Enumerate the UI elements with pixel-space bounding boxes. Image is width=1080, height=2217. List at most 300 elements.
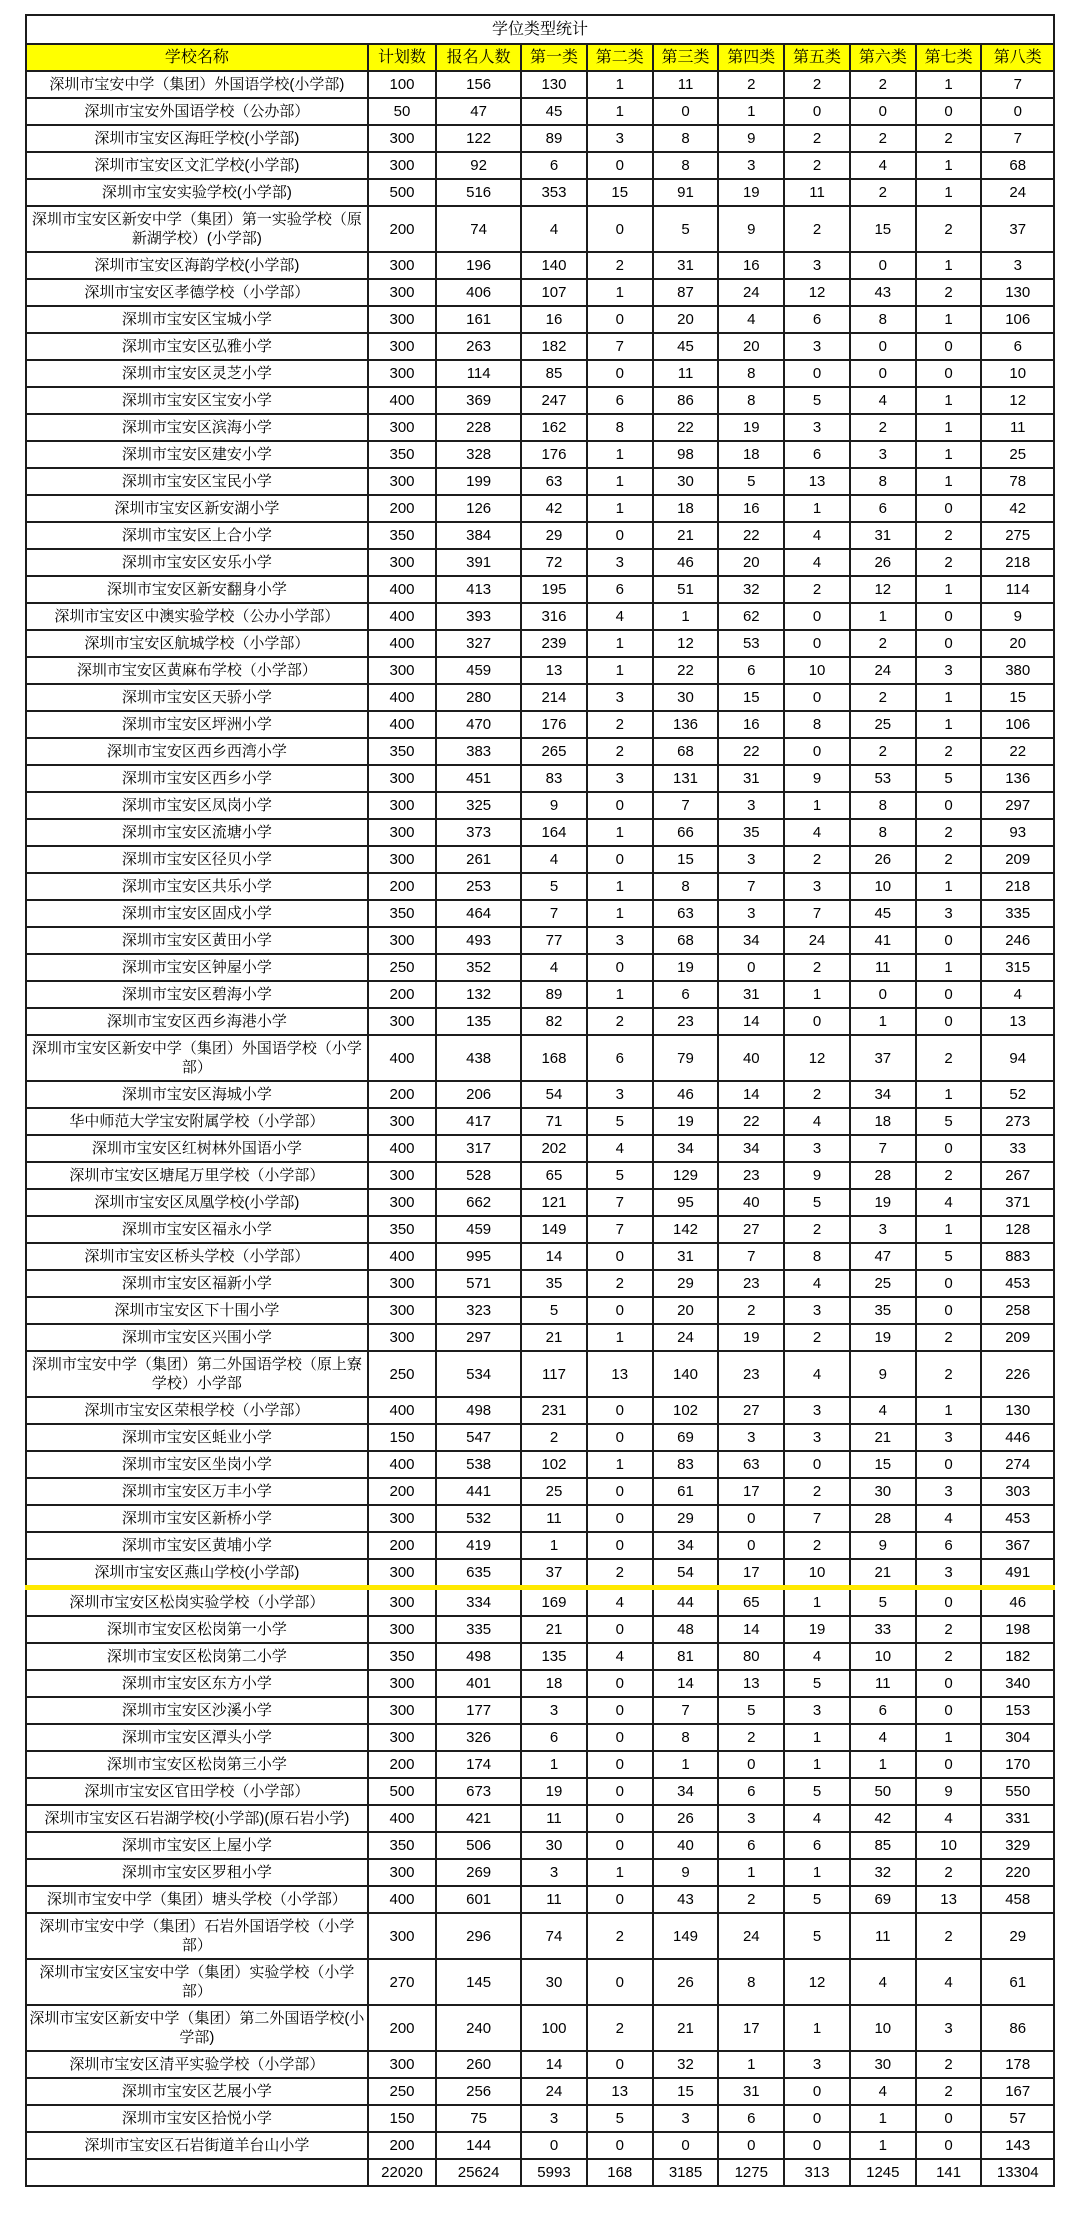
value-cell: 4 xyxy=(916,1189,982,1216)
table-row xyxy=(26,1135,1054,1162)
value-cell: 11 xyxy=(521,1505,587,1532)
value-cell: 23 xyxy=(718,1351,784,1397)
table-row xyxy=(26,333,1054,360)
value-cell: 153 xyxy=(981,1697,1054,1724)
value-cell: 150 xyxy=(368,2105,436,2132)
value-cell: 8 xyxy=(850,819,916,846)
value-cell: 145 xyxy=(436,1959,521,2005)
value-cell: 15 xyxy=(653,846,719,873)
table-row xyxy=(26,522,1054,549)
value-cell: 350 xyxy=(368,522,436,549)
value-cell: 300 xyxy=(368,1559,436,1588)
value-cell: 48 xyxy=(653,1616,719,1643)
value-cell: 2 xyxy=(784,1324,850,1351)
value-cell: 253 xyxy=(436,873,521,900)
value-cell: 1 xyxy=(587,98,653,125)
value-cell: 2 xyxy=(587,1559,653,1588)
value-cell: 107 xyxy=(521,279,587,306)
school-name-cell: 深圳市宝安区上屋小学 xyxy=(26,1832,368,1859)
value-cell: 459 xyxy=(436,1216,521,1243)
value-cell: 80 xyxy=(718,1643,784,1670)
value-cell: 0 xyxy=(587,846,653,873)
value-cell: 296 xyxy=(436,1913,521,1959)
value-cell: 2 xyxy=(850,125,916,152)
value-cell: 1 xyxy=(587,279,653,306)
value-cell: 61 xyxy=(653,1478,719,1505)
value-cell: 150 xyxy=(368,1424,436,1451)
value-cell: 15 xyxy=(850,1451,916,1478)
value-cell: 352 xyxy=(436,954,521,981)
value-cell: 0 xyxy=(784,2105,850,2132)
value-cell: 393 xyxy=(436,603,521,630)
value-cell: 0 xyxy=(587,1616,653,1643)
table-row xyxy=(26,1424,1054,1451)
school-name-cell: 深圳市宝安中学（集团）塘头学校（小学部） xyxy=(26,1886,368,1913)
value-cell: 6 xyxy=(718,1832,784,1859)
value-cell: 14 xyxy=(718,1081,784,1108)
value-cell: 0 xyxy=(587,1805,653,1832)
value-cell: 5 xyxy=(916,1243,982,1270)
value-cell: 62 xyxy=(718,603,784,630)
value-cell: 400 xyxy=(368,684,436,711)
value-cell: 31 xyxy=(718,765,784,792)
value-cell: 317 xyxy=(436,1135,521,1162)
value-cell: 22 xyxy=(653,657,719,684)
value-cell: 446 xyxy=(981,1424,1054,1451)
value-cell: 149 xyxy=(653,1913,719,1959)
table-row xyxy=(26,738,1054,765)
table-row xyxy=(26,1035,1054,1081)
table-row xyxy=(26,98,1054,125)
value-cell: 25 xyxy=(850,711,916,738)
value-cell: 30 xyxy=(850,1478,916,1505)
value-cell: 3 xyxy=(784,252,850,279)
value-cell: 2 xyxy=(916,1162,982,1189)
value-cell: 300 xyxy=(368,252,436,279)
value-cell: 5 xyxy=(850,1588,916,1617)
value-cell: 1 xyxy=(587,71,653,98)
school-name-cell: 深圳市宝安区松岗实验学校（小学部） xyxy=(26,1588,368,1617)
school-name-cell: 深圳市宝安区共乐小学 xyxy=(26,873,368,900)
value-cell: 421 xyxy=(436,1805,521,1832)
value-cell: 0 xyxy=(784,2132,850,2159)
value-cell: 2 xyxy=(521,1424,587,1451)
value-cell: 2 xyxy=(916,2051,982,2078)
total-value-cell: 313 xyxy=(784,2159,850,2186)
value-cell: 51 xyxy=(653,576,719,603)
table-row xyxy=(26,873,1054,900)
value-cell: 300 xyxy=(368,1162,436,1189)
value-cell: 300 xyxy=(368,306,436,333)
value-cell: 260 xyxy=(436,2051,521,2078)
value-cell: 2 xyxy=(916,1643,982,1670)
value-cell: 2 xyxy=(916,206,982,252)
total-value-cell: 22020 xyxy=(368,2159,436,2186)
value-cell: 1 xyxy=(850,2105,916,2132)
value-cell: 5 xyxy=(587,1162,653,1189)
value-cell: 0 xyxy=(587,1397,653,1424)
value-cell: 4 xyxy=(521,954,587,981)
school-name-cell: 深圳市宝安区弘雅小学 xyxy=(26,333,368,360)
value-cell: 498 xyxy=(436,1397,521,1424)
value-cell: 9 xyxy=(916,1778,982,1805)
table-row xyxy=(26,1832,1054,1859)
table-row xyxy=(26,71,1054,98)
value-cell: 0 xyxy=(784,1451,850,1478)
value-cell: 11 xyxy=(784,179,850,206)
value-cell: 297 xyxy=(436,1324,521,1351)
value-cell: 4 xyxy=(850,387,916,414)
value-cell: 5 xyxy=(587,2105,653,2132)
value-cell: 1 xyxy=(916,684,982,711)
value-cell: 401 xyxy=(436,1670,521,1697)
total-value-cell: 168 xyxy=(587,2159,653,2186)
value-cell: 0 xyxy=(916,1751,982,1778)
value-cell: 0 xyxy=(916,1135,982,1162)
table-row xyxy=(26,360,1054,387)
value-cell: 68 xyxy=(653,927,719,954)
value-cell: 24 xyxy=(981,179,1054,206)
value-cell: 9 xyxy=(718,125,784,152)
value-cell: 33 xyxy=(850,1616,916,1643)
value-cell: 300 xyxy=(368,1588,436,1617)
school-name-cell: 深圳市宝安区东方小学 xyxy=(26,1670,368,1697)
value-cell: 400 xyxy=(368,630,436,657)
value-cell: 1 xyxy=(718,98,784,125)
value-cell: 10 xyxy=(784,657,850,684)
value-cell: 1 xyxy=(916,1081,982,1108)
table-row xyxy=(26,1616,1054,1643)
value-cell: 300 xyxy=(368,1270,436,1297)
value-cell: 10 xyxy=(916,1832,982,1859)
value-cell: 30 xyxy=(521,1832,587,1859)
value-cell: 100 xyxy=(521,2005,587,2051)
value-cell: 8 xyxy=(718,387,784,414)
value-cell: 117 xyxy=(521,1351,587,1397)
value-cell: 0 xyxy=(784,98,850,125)
value-cell: 8 xyxy=(784,1243,850,1270)
title-row xyxy=(26,15,1054,44)
value-cell: 7 xyxy=(653,1697,719,1724)
value-cell: 400 xyxy=(368,1243,436,1270)
value-cell: 20 xyxy=(718,333,784,360)
value-cell: 0 xyxy=(587,360,653,387)
value-cell: 53 xyxy=(850,765,916,792)
value-cell: 11 xyxy=(850,1913,916,1959)
value-cell: 4 xyxy=(784,1643,850,1670)
value-cell: 142 xyxy=(653,1216,719,1243)
value-cell: 89 xyxy=(521,981,587,1008)
school-name-cell: 深圳市宝安区宝安中学（集团）实验学校（小学部） xyxy=(26,1959,368,2005)
table-row xyxy=(26,1959,1054,2005)
value-cell: 2 xyxy=(916,1859,982,1886)
value-cell: 57 xyxy=(981,2105,1054,2132)
table-row xyxy=(26,1697,1054,1724)
value-cell: 323 xyxy=(436,1297,521,1324)
table-row xyxy=(26,792,1054,819)
value-cell: 2 xyxy=(916,738,982,765)
value-cell: 4 xyxy=(981,981,1054,1008)
value-cell: 114 xyxy=(436,360,521,387)
value-cell: 2 xyxy=(916,1035,982,1081)
value-cell: 3 xyxy=(587,927,653,954)
table-row xyxy=(26,2078,1054,2105)
value-cell: 300 xyxy=(368,360,436,387)
value-cell: 50 xyxy=(368,98,436,125)
value-cell: 0 xyxy=(521,2132,587,2159)
value-cell: 3 xyxy=(718,152,784,179)
value-cell: 275 xyxy=(981,522,1054,549)
value-cell: 5 xyxy=(916,765,982,792)
value-cell: 28 xyxy=(850,1162,916,1189)
value-cell: 3 xyxy=(916,657,982,684)
value-cell: 1 xyxy=(587,1859,653,1886)
value-cell: 3 xyxy=(587,549,653,576)
value-cell: 29 xyxy=(981,1913,1054,1959)
value-cell: 400 xyxy=(368,1035,436,1081)
school-name-cell: 华中师范大学宝安附属学校（小学部） xyxy=(26,1108,368,1135)
value-cell: 384 xyxy=(436,522,521,549)
value-cell: 470 xyxy=(436,711,521,738)
value-cell: 22 xyxy=(718,1108,784,1135)
value-cell: 46 xyxy=(653,549,719,576)
value-cell: 300 xyxy=(368,819,436,846)
value-cell: 35 xyxy=(718,819,784,846)
value-cell: 11 xyxy=(521,1886,587,1913)
column-header-2: 报名人数 xyxy=(436,44,521,71)
value-cell: 6 xyxy=(587,576,653,603)
value-cell: 135 xyxy=(436,1008,521,1035)
value-cell: 26 xyxy=(653,1805,719,1832)
table-row xyxy=(26,1189,1054,1216)
value-cell: 10 xyxy=(850,2005,916,2051)
value-cell: 2 xyxy=(916,1324,982,1351)
value-cell: 441 xyxy=(436,1478,521,1505)
value-cell: 200 xyxy=(368,206,436,252)
value-cell: 23 xyxy=(718,1162,784,1189)
value-cell: 34 xyxy=(653,1135,719,1162)
value-cell: 2 xyxy=(784,1478,850,1505)
table-row xyxy=(26,1505,1054,1532)
value-cell: 325 xyxy=(436,792,521,819)
value-cell: 162 xyxy=(521,414,587,441)
value-cell: 2 xyxy=(718,71,784,98)
value-cell: 300 xyxy=(368,1297,436,1324)
value-cell: 8 xyxy=(653,1724,719,1751)
column-header-0: 学校名称 xyxy=(26,44,368,71)
value-cell: 9 xyxy=(653,1859,719,1886)
value-cell: 122 xyxy=(436,125,521,152)
value-cell: 228 xyxy=(436,414,521,441)
value-cell: 2 xyxy=(850,179,916,206)
value-cell: 516 xyxy=(436,179,521,206)
value-cell: 2 xyxy=(784,846,850,873)
school-name-cell: 深圳市宝安区蚝业小学 xyxy=(26,1424,368,1451)
value-cell: 0 xyxy=(850,981,916,1008)
school-name-cell: 深圳市宝安区拾悦小学 xyxy=(26,2105,368,2132)
table-row xyxy=(26,954,1054,981)
value-cell: 0 xyxy=(587,1532,653,1559)
value-cell: 65 xyxy=(521,1162,587,1189)
value-cell: 328 xyxy=(436,441,521,468)
value-cell: 1 xyxy=(850,603,916,630)
value-cell: 82 xyxy=(521,1008,587,1035)
value-cell: 1 xyxy=(587,657,653,684)
school-name-cell: 深圳市宝安区宝城小学 xyxy=(26,306,368,333)
value-cell: 300 xyxy=(368,549,436,576)
value-cell: 34 xyxy=(653,1778,719,1805)
value-cell: 0 xyxy=(587,954,653,981)
value-cell: 1 xyxy=(916,306,982,333)
school-name-cell: 深圳市宝安实验学校(小学部) xyxy=(26,179,368,206)
value-cell: 400 xyxy=(368,1805,436,1832)
school-name-cell: 深圳市宝安区海城小学 xyxy=(26,1081,368,1108)
value-cell: 83 xyxy=(653,1451,719,1478)
value-cell: 1 xyxy=(587,900,653,927)
value-cell: 3 xyxy=(784,873,850,900)
table-row xyxy=(26,495,1054,522)
value-cell: 0 xyxy=(718,1505,784,1532)
value-cell: 3 xyxy=(521,2105,587,2132)
value-cell: 45 xyxy=(850,900,916,927)
value-cell: 1 xyxy=(916,414,982,441)
value-cell: 0 xyxy=(916,1451,982,1478)
value-cell: 106 xyxy=(981,306,1054,333)
value-cell: 29 xyxy=(653,1270,719,1297)
value-cell: 63 xyxy=(718,1451,784,1478)
value-cell: 2 xyxy=(784,954,850,981)
value-cell: 87 xyxy=(653,279,719,306)
table-row xyxy=(26,1297,1054,1324)
value-cell: 21 xyxy=(850,1559,916,1588)
value-cell: 209 xyxy=(981,1324,1054,1351)
value-cell: 5 xyxy=(718,468,784,495)
value-cell: 13 xyxy=(587,2078,653,2105)
value-cell: 380 xyxy=(981,657,1054,684)
value-cell: 256 xyxy=(436,2078,521,2105)
value-cell: 92 xyxy=(436,152,521,179)
value-cell: 8 xyxy=(653,125,719,152)
value-cell: 121 xyxy=(521,1189,587,1216)
value-cell: 85 xyxy=(521,360,587,387)
value-cell: 11 xyxy=(521,1805,587,1832)
value-cell: 4 xyxy=(916,1959,982,2005)
value-cell: 20 xyxy=(718,549,784,576)
value-cell: 340 xyxy=(981,1670,1054,1697)
value-cell: 8 xyxy=(587,414,653,441)
value-cell: 5 xyxy=(784,1886,850,1913)
value-cell: 1 xyxy=(784,792,850,819)
table-row xyxy=(26,1008,1054,1035)
school-name-cell: 深圳市宝安区坐岗小学 xyxy=(26,1451,368,1478)
value-cell: 438 xyxy=(436,1035,521,1081)
value-cell: 94 xyxy=(981,1035,1054,1081)
value-cell: 11 xyxy=(653,71,719,98)
value-cell: 26 xyxy=(850,549,916,576)
value-cell: 200 xyxy=(368,1532,436,1559)
value-cell: 6 xyxy=(587,1035,653,1081)
value-cell: 23 xyxy=(718,1270,784,1297)
value-cell: 2 xyxy=(916,2078,982,2105)
value-cell: 4 xyxy=(784,1805,850,1832)
value-cell: 1 xyxy=(916,576,982,603)
school-name-cell: 深圳市宝安区上合小学 xyxy=(26,522,368,549)
value-cell: 400 xyxy=(368,1135,436,1162)
value-cell: 47 xyxy=(436,98,521,125)
value-cell: 350 xyxy=(368,1643,436,1670)
value-cell: 6 xyxy=(653,981,719,1008)
value-cell: 1 xyxy=(587,468,653,495)
value-cell: 4 xyxy=(587,1588,653,1617)
value-cell: 5 xyxy=(784,1189,850,1216)
value-cell: 0 xyxy=(587,1751,653,1778)
value-cell: 547 xyxy=(436,1424,521,1451)
value-cell: 66 xyxy=(653,819,719,846)
value-cell: 100 xyxy=(368,71,436,98)
school-name-cell: 深圳市宝安区新安中学（集团）第一实验学校（原新湖学校）(小学部) xyxy=(26,206,368,252)
value-cell: 2 xyxy=(784,1081,850,1108)
value-cell: 5 xyxy=(784,1778,850,1805)
value-cell: 400 xyxy=(368,1451,436,1478)
value-cell: 218 xyxy=(981,873,1054,900)
value-cell: 1 xyxy=(587,630,653,657)
value-cell: 37 xyxy=(981,206,1054,252)
value-cell: 3 xyxy=(718,1424,784,1451)
value-cell: 300 xyxy=(368,1859,436,1886)
value-cell: 8 xyxy=(718,360,784,387)
value-cell: 15 xyxy=(981,684,1054,711)
value-cell: 61 xyxy=(981,1959,1054,2005)
value-cell: 0 xyxy=(718,1751,784,1778)
value-cell: 0 xyxy=(587,1243,653,1270)
school-name-cell: 深圳市宝安区宝民小学 xyxy=(26,468,368,495)
value-cell: 2 xyxy=(587,252,653,279)
school-name-cell: 深圳市宝安区西乡小学 xyxy=(26,765,368,792)
value-cell: 13 xyxy=(521,657,587,684)
value-cell: 3 xyxy=(653,2105,719,2132)
value-cell: 3 xyxy=(916,900,982,927)
school-name-cell: 深圳市宝安中学（集团）石岩外国语学校（小学部） xyxy=(26,1913,368,1959)
value-cell: 274 xyxy=(981,1451,1054,1478)
value-cell: 1 xyxy=(718,1859,784,1886)
value-cell: 0 xyxy=(587,1297,653,1324)
value-cell: 143 xyxy=(981,2132,1054,2159)
value-cell: 300 xyxy=(368,927,436,954)
school-name-cell: 深圳市宝安区福永小学 xyxy=(26,1216,368,1243)
column-header-9: 第七类 xyxy=(916,44,982,71)
value-cell: 1 xyxy=(916,387,982,414)
value-cell: 17 xyxy=(718,2005,784,2051)
value-cell: 6 xyxy=(718,1778,784,1805)
value-cell: 2 xyxy=(850,630,916,657)
value-cell: 2 xyxy=(916,819,982,846)
value-cell: 12 xyxy=(850,576,916,603)
value-cell: 300 xyxy=(368,1616,436,1643)
table-row xyxy=(26,387,1054,414)
value-cell: 0 xyxy=(587,152,653,179)
value-cell: 300 xyxy=(368,468,436,495)
value-cell: 6 xyxy=(784,1832,850,1859)
value-cell: 6 xyxy=(784,306,850,333)
value-cell: 43 xyxy=(850,279,916,306)
value-cell: 417 xyxy=(436,1108,521,1135)
value-cell: 35 xyxy=(521,1270,587,1297)
value-cell: 2 xyxy=(916,125,982,152)
value-cell: 6 xyxy=(521,1724,587,1751)
value-cell: 79 xyxy=(653,1035,719,1081)
table-row xyxy=(26,1532,1054,1559)
value-cell: 42 xyxy=(521,495,587,522)
